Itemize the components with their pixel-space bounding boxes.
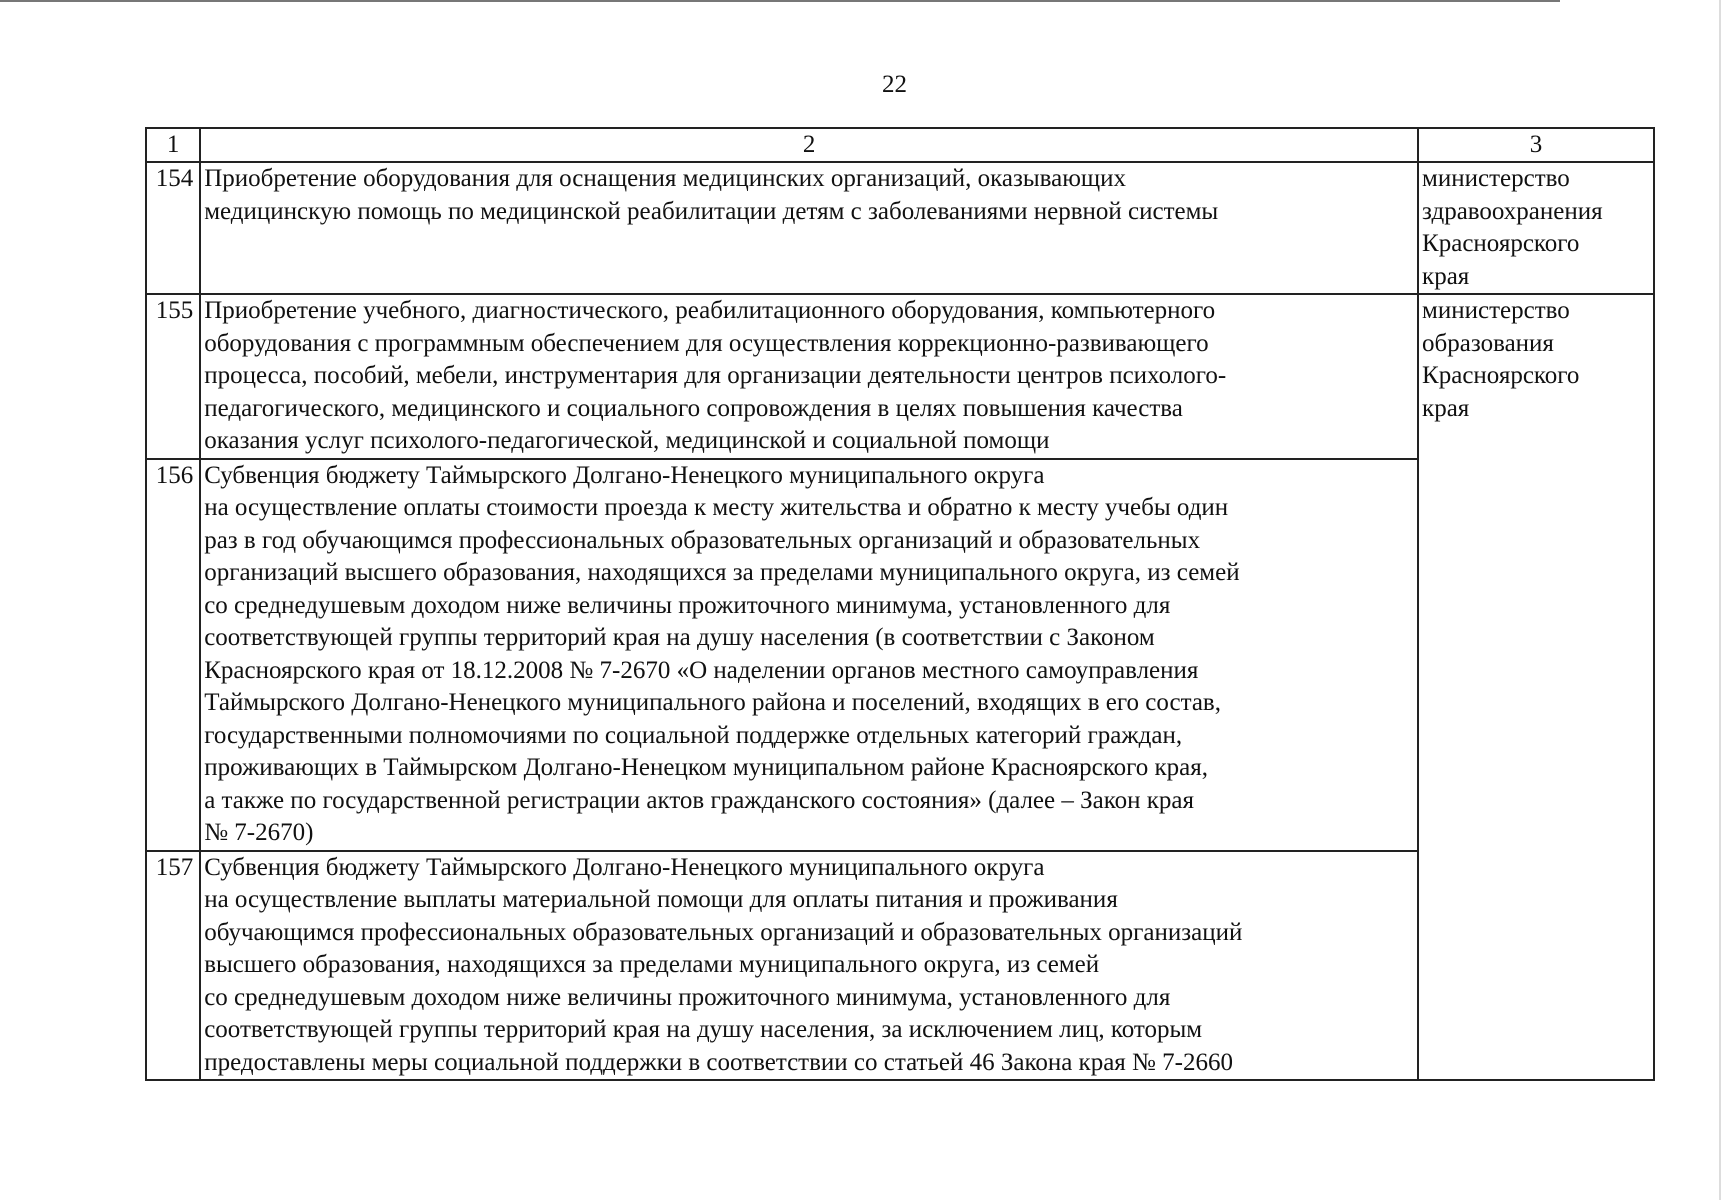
text-line: Приобретение учебного, диагностического, реабилитационного оборудования, компьютерного bbox=[204, 297, 1216, 324]
row-number: 154 bbox=[146, 162, 200, 294]
text-line: педагогического, медицинского и социального сопровождения в целях повышения качества bbox=[204, 394, 1183, 422]
text-line: № 7-2670) bbox=[204, 819, 314, 846]
text-line bbox=[204, 261, 1411, 294]
text-line: Красноярского края от 18.12.2008 № 7-2670 «О наделении органов местного самоуправления bbox=[204, 656, 1199, 684]
text-line: Приобретение оборудования для оснащения медицинских организаций, оказывающих bbox=[204, 165, 1127, 192]
text-line: а также по государственной регистрации актов гражданского состояния» (далее – Закон края bbox=[204, 786, 1194, 814]
text-line: на осуществление выплаты материальной помощи для оплаты питания и проживания bbox=[204, 886, 1118, 913]
org-line: здравоохранения bbox=[1422, 197, 1603, 225]
header-col-3: 3 bbox=[1418, 128, 1654, 162]
org-line: министерство bbox=[1422, 165, 1570, 192]
org-line: министерство bbox=[1422, 297, 1570, 324]
row-number: 155 bbox=[146, 294, 200, 459]
text-line: проживающих в Таймырском Долгано-Ненецком муниципальном районе Красноярского края, bbox=[204, 754, 1209, 781]
text-line: предоставлены меры социальной поддержки в соответствии со статьей 46 Закона края № 7-2660 bbox=[204, 1048, 1233, 1076]
page-number: 22 bbox=[882, 71, 907, 98]
text-line: со среднедушевым доходом ниже величины прожиточного минимума, установленного для bbox=[204, 591, 1171, 619]
text-line: на осуществление оплаты стоимости проезда к месту жительства и обратно к месту учебы один bbox=[204, 494, 1229, 521]
org-line: образования bbox=[1422, 329, 1554, 357]
document-table bbox=[145, 127, 1655, 1081]
scan-edge-top bbox=[0, 0, 1560, 2]
text-line: оказания услуг психолого-педагогической, медицинской и социальной помощи bbox=[204, 427, 1050, 454]
row-description bbox=[200, 294, 1418, 459]
text-line: оборудования с программным обеспечением для осуществления коррекционно-развивающего bbox=[204, 329, 1209, 357]
row-description bbox=[200, 851, 1418, 1081]
table-row bbox=[146, 162, 1654, 294]
text-line: высшего образования, находящихся за пределами муниципального округа, из семей bbox=[204, 951, 1100, 978]
text-line: Субвенция бюджету Таймырского Долгано-Ненецкого муниципального округа bbox=[204, 461, 1045, 489]
org-line: Красноярского bbox=[1422, 362, 1580, 389]
text-line: медицинскую помощь по медицинской реабилитации детям с заболеваниями нервной системы bbox=[204, 197, 1219, 225]
text-line: соответствующей группы территорий края на душу населения (в соответствии с Законом bbox=[204, 624, 1155, 651]
text-line: государственными полномочиями по социальной поддержке отдельных категорий граждан, bbox=[204, 721, 1183, 749]
header-col-1: 1 bbox=[146, 128, 200, 162]
text-line: процесса, пособий, мебели, инструментария для организации деятельности центров психолого- bbox=[204, 362, 1227, 389]
text-line: Субвенция бюджету Таймырского Долгано-Ненецкого муниципального округа bbox=[204, 853, 1045, 881]
row-description bbox=[200, 459, 1418, 851]
row-number: 156 bbox=[146, 459, 200, 851]
row-organization bbox=[1418, 294, 1654, 1080]
row-number: 157 bbox=[146, 851, 200, 1081]
org-line: Красноярского bbox=[1422, 230, 1580, 257]
row-organization bbox=[1418, 162, 1654, 294]
table-row bbox=[146, 294, 1654, 459]
header-col-2: 2 bbox=[200, 128, 1418, 162]
text-line: организаций высшего образования, находящихся за пределами муниципального округа, из семей bbox=[204, 559, 1240, 586]
text-line: соответствующей группы территорий края на душу населения, за исключением лиц, которым bbox=[204, 1016, 1203, 1043]
org-line: края bbox=[1422, 394, 1470, 422]
row-description bbox=[200, 162, 1418, 294]
text-line: со среднедушевым доходом ниже величины прожиточного минимума, установленного для bbox=[204, 983, 1171, 1011]
text-line: обучающимся профессиональных образовательных организаций и образовательных организаций bbox=[204, 918, 1243, 946]
text-line bbox=[204, 228, 1411, 261]
text-line: раз в год обучающимся профессиональных образовательных организаций и образовательных bbox=[204, 526, 1201, 554]
text-line: Таймырского Долгано-Ненецкого муниципального района и поселений, входящих в его состав, bbox=[204, 689, 1221, 716]
table-header-row bbox=[146, 128, 1654, 162]
org-line: края bbox=[1422, 262, 1470, 290]
